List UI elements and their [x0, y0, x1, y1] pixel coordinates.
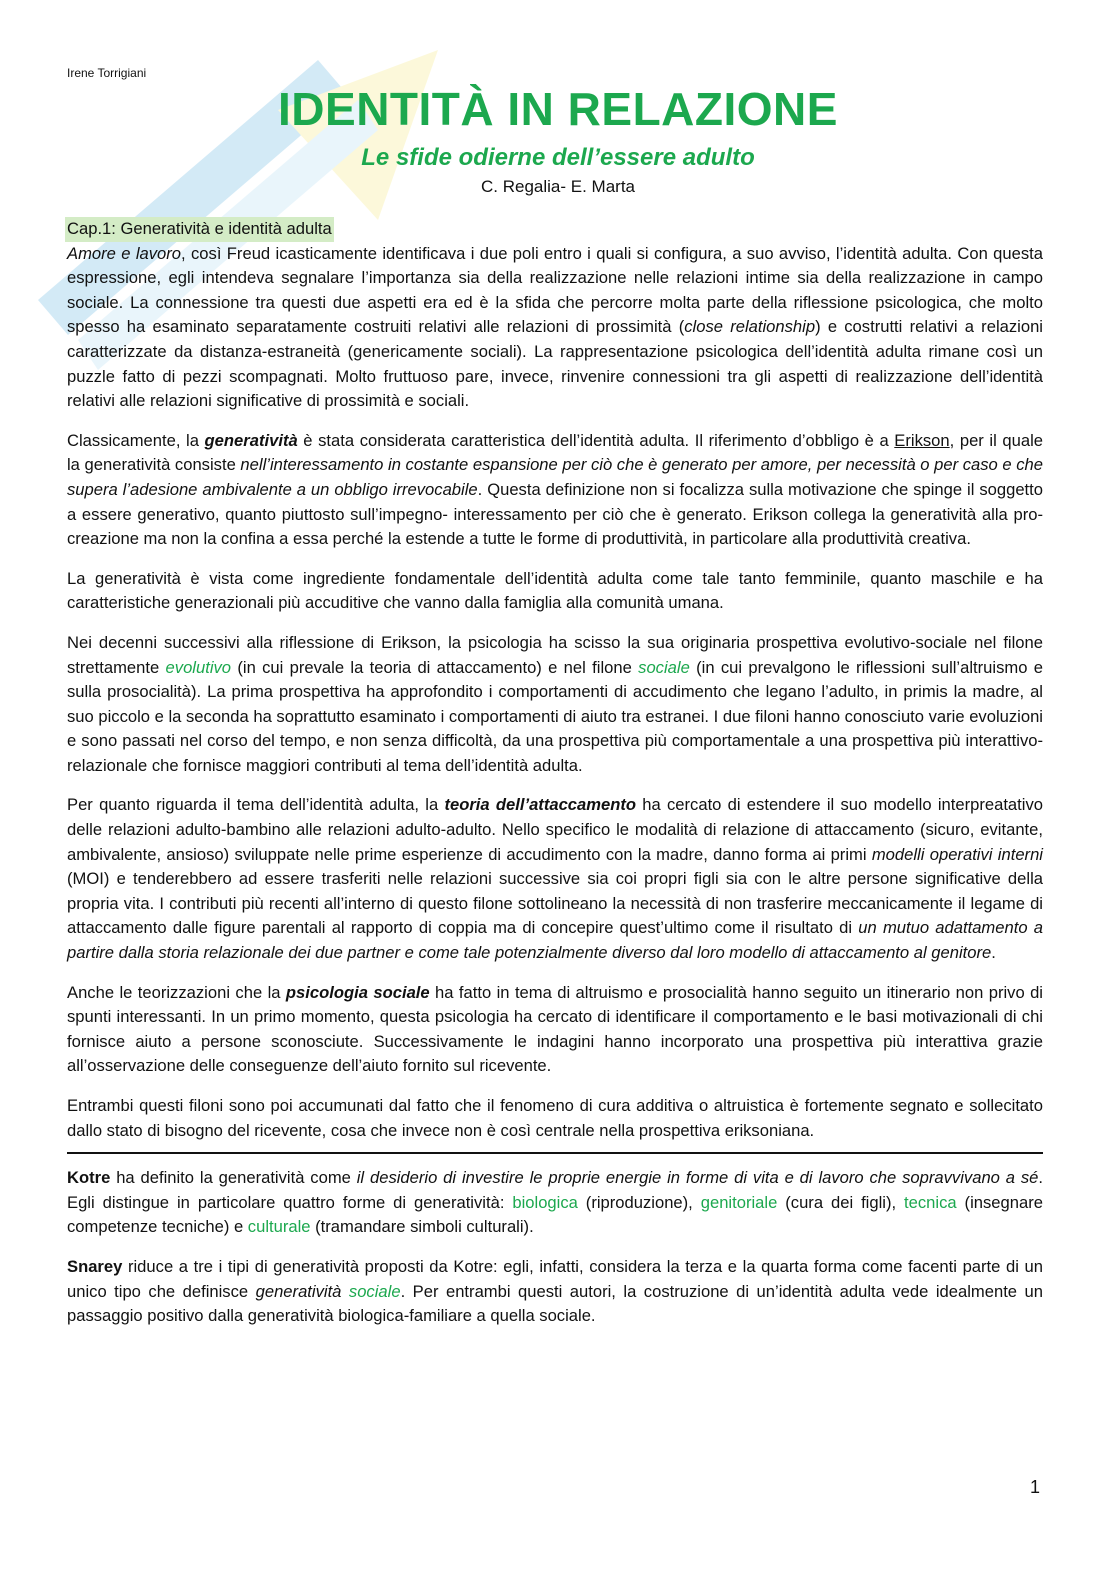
section-divider — [67, 1152, 1043, 1154]
paragraph-9: Snarey riduce a tre i tipi di generatività proposti da Kotre: egli, infatti, considera la terza e la quarta forma come facenti parte di un unico tipo che definisce generatività sociale. Per entrambi questi autori, la costruzione di un’identità adulta vede idealmente un passaggio positivo dalla generatività biologica-familiare a quella sociale. — [67, 1256, 1043, 1326]
paragraph-4: Nei decenni successivi alla riflessione di Erikson, la psicologia ha scisso la sua originaria prospettiva evolutivo-sociale nel filone strettamente evolutivo (in cui prevale la teoria di attaccamento) e nel filone sociale (in cui prevalgono le riflessioni sull’altruismo e sulla prosocialità). La prima prospettiva ha approfondito i comportamenti di accudimento che legano l’adulto, in primis la madre, al suo piccolo e la seconda ha soprattutto esaminato i comportamenti di aiuto tra estranei. I due filoni hanno conosciuto varie evoluzioni e sono passati nel corso del tempo, e non senza difficoltà, da una prospettiva più comportamentale a una prospettiva più interattivo-relazionale che fornisce maggiori contributi al tema dell’identità adulta. — [67, 632, 1043, 775]
paragraph-2: Classicamente, la generatività è stata considerata caratteristica dell’identità adulta. Il riferimento d’obbligo è a Erikson, per il quale la generatività consiste nell’interessamento in costante espansione per ciò che è generato per amore, per necessità o per caso e che supera l’adesione ambivalente a un obbligo irrevocabile. Questa definizione non si focalizza sulla motivazione che spinge il soggetto a essere generativo, quanto piuttosto sull’impegno- interessamento per ciò che è generato. Erikson collega la generatività alla pro-creazione ma non la confina a essa perché la estende a tutte le forme di produttività, in particolare alla produttività creativa. — [67, 430, 1044, 549]
paragraph-1: Amore e lavoro, così Freud icasticamente identificava i due poli entro i quali si configura, a suo avviso, l’identità adulta. Con questa espressione, egli intendeva segnalare l’importanza sia della realizzazione nelle relazioni intime sia della realizzazione in campo sociale. La connessione tra questi due aspetti era ed è la sfida che percorre molta parte della riflessione psicologica, che molto spesso ha esaminato separatamente costruiti relativi alle relazioni di prossimità (close relationship) e costrutti relativi a relazioni caratterizzate da distanza-estraneità (genericamente sociali). La rappresentazione psicologica dell’identità adulta rimane così un puzzle fatto di pezzi scompagnati. Molto fruttuoso pare, invece, rinvenire connessioni tra gli aspetti di realizzazione dell’identità relativi alle relazioni significative di prossimità e sociali. — [67, 243, 1043, 411]
paragraph-6: Anche le teorizzazioni che la psicologia sociale ha fatto in tema di altruismo e prosocialità hanno seguito un itinerario non privo di spunti interessanti. In un primo momento, questa psicologia ha cercato di identificare il comportamento e le basi motivazionali di chi fornisce aiuto a persone sconosciute. Successivamente le indagini hanno incorporato una prospettiva più interattiva grazie all’osservazione delle conseguenze dell’aiuto fornito sul ricevente. — [67, 982, 1043, 1076]
paragraph-3: La generatività è vista come ingrediente fondamentale dell’identità adulta come tale tanto femminile, quanto maschile e ha caratteristiche generazionali più accuditive che vanno dalla famiglia alla comunità umana. — [67, 568, 1043, 613]
page-subtitle: Le sfide odierne dell’essere adulto — [361, 144, 755, 171]
paragraph-7: Entrambi questi filoni sono poi accumunati dal fatto che il fenomeno di cura additiva o altruistica è fortemente segnato e sollecitato dallo stato di bisogno del ricevente, cosa che invece non è così centrale nella prospettiva eriksoniana. — [67, 1096, 1043, 1140]
chapter-heading-line — [67, 217, 1043, 242]
book-authors: C. Regalia- E. Marta — [481, 177, 635, 196]
chapter-heading: Cap.1: Generatività e identità adulta — [65, 217, 334, 242]
paragraph-8: Kotre ha definito la generatività come il desiderio di investire le proprie energie in forme di vita e di lavoro che sopravvivano a sé. Egli distingue in particolare quattro forme di generatività: biologica (riproduzione), genitoriale (cura dei figli), tecnica (insegnare competenze tecniche) e culturale (tramandare simboli culturali). — [67, 1168, 1043, 1237]
page-number: 1 — [1030, 1477, 1041, 1497]
document-body — [67, 217, 1043, 1344]
paragraph-5: Per quanto riguarda il tema dell’identità adulta, la teoria dell’attaccamento ha cercato di estendere il suo modello interpreatativo delle relazioni adulto-bambino alle relazioni adulto-adulto. Nello specifico le modalità di relazione di attaccamento (sicuro, evitante, ambivalente, ansioso) sviluppate nelle prime esperienze di accudimento con la madre, danno forma ai primi modelli operativi interni (MOI) e tenderebbero ad essere trasferiti nelle relazioni successive sia coi propri figli sia con le altre persone significative della propria vita. I contributi più recenti all’interno di questo filone sottolineano la necessità di non trasferire meccanicamente il legame di attaccamento dalle figure parentali al rapporto di coppia ma di concepire quest’ultimo come il risultato di un mutuo adattamento a partire dalla storia relazionale dei due partner e come tale potenzialmente diverso dal loro modello di attaccamento al genitore. — [67, 795, 1043, 963]
erikson-link: Erikson — [894, 430, 950, 450]
document-author: Irene Torrigiani — [67, 66, 147, 80]
page-title: IDENTITÀ IN RELAZIONE — [278, 83, 838, 135]
